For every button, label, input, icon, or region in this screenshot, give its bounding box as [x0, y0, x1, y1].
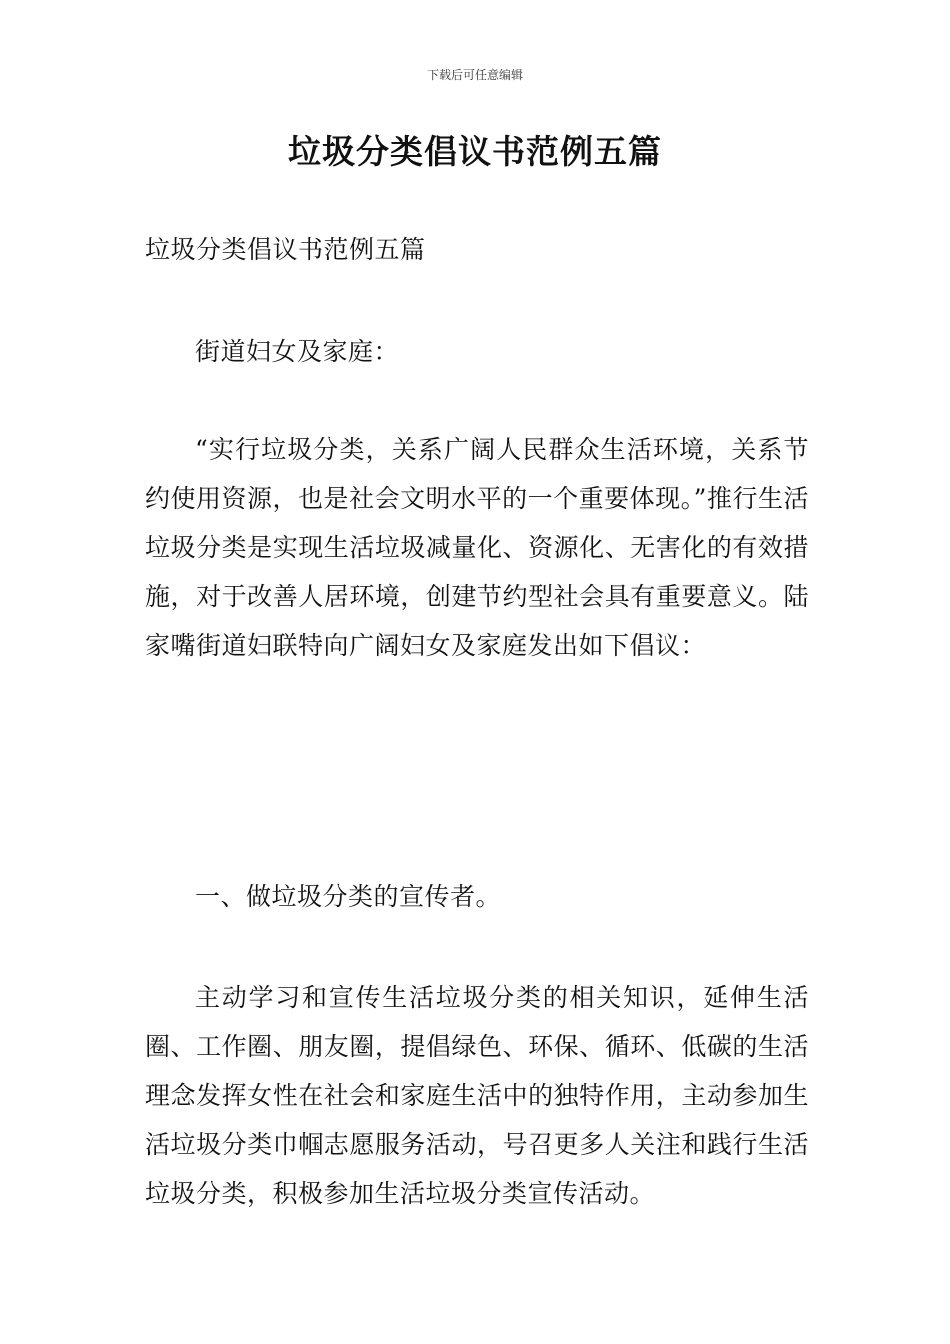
salutation: 街道妇女及家庭： — [195, 337, 400, 366]
document-title: 垃圾分类倡议书范例五篇 — [288, 132, 662, 171]
intro-paragraph: “实行垃圾分类，关系广阔人民群众生活环境，关系节约使用资源，也是社会文明水平的一个重要体现。”推行生活垃圾分类是实现生活垃圾减量化、资源化、无害化的有效措施，对于改善人居环境，创建节约型社会具有重要意义。陆家嘴街道妇联特向广阔妇女及家庭发出如下倡议： — [145, 435, 809, 660]
section-1-body: 主动学习和宣传生活垃圾分类的相关知识，延伸生活圈、工作圈、朋友圈，提倡绿色、环保、循环、低碳的生活理念发挥女性在社会和家庭生活中的独特作用，主动参加生活垃圾分类巾帼志愿服务活动，号召更多人关注和践行生活垃圾分类，积极参加生活垃圾分类宣传活动。 — [145, 983, 809, 1208]
section-1-heading: 一、做垃圾分类的宣传者。 — [195, 882, 502, 911]
header-note: 下载后可任意编辑 — [426, 68, 523, 82]
document-subtitle: 垃圾分类倡议书范例五篇 — [145, 235, 426, 264]
